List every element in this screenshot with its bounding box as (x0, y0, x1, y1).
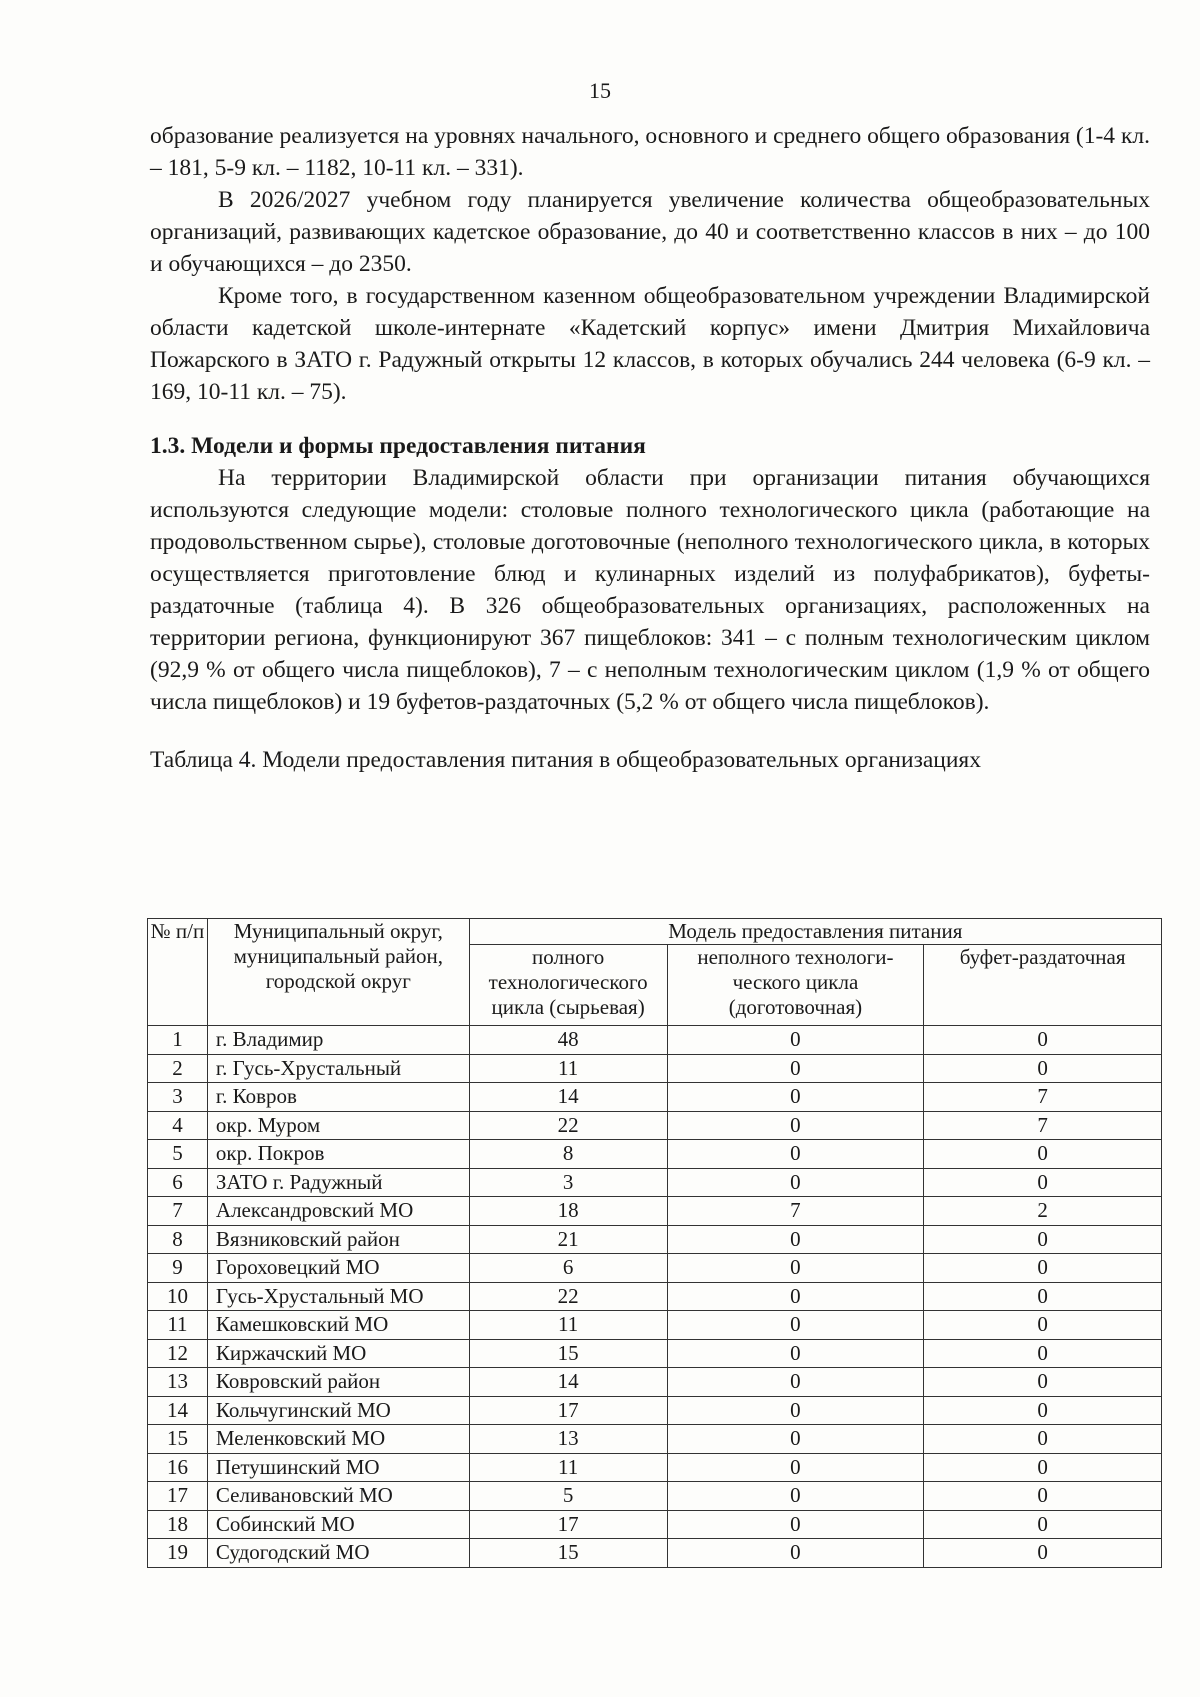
buffet-value: 0 (924, 1539, 1162, 1568)
district-name: Кольчугинский МО (207, 1396, 469, 1425)
page-number: 15 (589, 78, 611, 103)
district-name: Судогодский МО (207, 1539, 469, 1568)
district-name: Киржачский МО (207, 1339, 469, 1368)
partial-cycle-value: 0 (667, 1311, 924, 1340)
table-row (148, 1339, 1162, 1368)
partial-cycle-value: 0 (667, 1282, 924, 1311)
header-partial-cycle: неполного технологи-ческого цикла (доготовочная) (667, 945, 924, 1026)
table-row (148, 1225, 1162, 1254)
row-number: 13 (148, 1368, 208, 1397)
district-name: окр. Муром (207, 1111, 469, 1140)
district-name: Вязниковский район (207, 1225, 469, 1254)
row-number: 5 (148, 1140, 208, 1169)
table-row (148, 1482, 1162, 1511)
district-name: Собинский МО (207, 1510, 469, 1539)
row-number: 3 (148, 1083, 208, 1112)
section-heading: 1.3. Модели и формы предоставления питания (150, 433, 646, 459)
district-name: Меленковский МО (207, 1425, 469, 1454)
table-row (148, 1539, 1162, 1568)
table-row (148, 1254, 1162, 1283)
table-row (148, 1083, 1162, 1112)
buffet-value: 0 (924, 1396, 1162, 1425)
full-cycle-value: 11 (469, 1054, 667, 1083)
full-cycle-value: 13 (469, 1425, 667, 1454)
full-cycle-value: 17 (469, 1396, 667, 1425)
data-table (147, 918, 1162, 1568)
buffet-value: 0 (924, 1140, 1162, 1169)
table-row (148, 1197, 1162, 1226)
partial-cycle-value: 7 (667, 1197, 924, 1226)
full-cycle-value: 6 (469, 1254, 667, 1283)
row-number: 8 (148, 1225, 208, 1254)
district-name: Селивановский МО (207, 1482, 469, 1511)
partial-cycle-value: 0 (667, 1026, 924, 1055)
district-name: г. Ковров (207, 1083, 469, 1112)
full-cycle-value: 11 (469, 1311, 667, 1340)
full-cycle-value: 22 (469, 1111, 667, 1140)
district-name: Гороховецкий МО (207, 1254, 469, 1283)
full-cycle-value: 48 (469, 1026, 667, 1055)
row-number: 2 (148, 1054, 208, 1083)
body-text (150, 120, 1150, 776)
buffet-value: 0 (924, 1425, 1162, 1454)
full-cycle-value: 15 (469, 1539, 667, 1568)
buffet-value: 0 (924, 1311, 1162, 1340)
row-number: 1 (148, 1026, 208, 1055)
table-row (148, 1453, 1162, 1482)
full-cycle-value: 3 (469, 1168, 667, 1197)
row-number: 19 (148, 1539, 208, 1568)
partial-cycle-value: 0 (667, 1111, 924, 1140)
partial-cycle-value: 0 (667, 1254, 924, 1283)
header-full-cycle: полного технологического цикла (сырьевая) (469, 945, 667, 1026)
row-number: 10 (148, 1282, 208, 1311)
header-buffet: буфет-раздаточная (924, 945, 1162, 1026)
table-row (148, 1282, 1162, 1311)
partial-cycle-value: 0 (667, 1083, 924, 1112)
table-row (148, 1368, 1162, 1397)
buffet-value: 0 (924, 1453, 1162, 1482)
row-number: 11 (148, 1311, 208, 1340)
buffet-value: 0 (924, 1168, 1162, 1197)
paragraph-3: Кроме того, в государственном казенном общеобразовательном учреждении Владимирской области кадетской школе-интернате «Кадетский корпус» имени Дмитрия Михайловича Пожарского в ЗАТО г. Радужный открыты 12 классов, в которых обучались 244 человека (6-9 кл. – 169, 10-11 кл. – 75). (150, 283, 1150, 405)
row-number: 7 (148, 1197, 208, 1226)
buffet-value: 2 (924, 1197, 1162, 1226)
district-name: Ковровский район (207, 1368, 469, 1397)
paragraph-2: В 2026/2027 учебном году планируется увеличение количества общеобразовательных организаций, развивающих кадетское образование, до 40 и соответственно классов в них – до 100 и обучающихся – до 2350. (150, 187, 1150, 277)
row-number: 9 (148, 1254, 208, 1283)
table-row (148, 1168, 1162, 1197)
buffet-value: 0 (924, 1054, 1162, 1083)
buffet-value: 7 (924, 1111, 1162, 1140)
district-name: окр. Покров (207, 1140, 469, 1169)
full-cycle-value: 14 (469, 1368, 667, 1397)
table-row (148, 1311, 1162, 1340)
district-name: Гусь-Хрустальный МО (207, 1282, 469, 1311)
table-row (148, 1396, 1162, 1425)
partial-cycle-value: 0 (667, 1054, 924, 1083)
row-number: 18 (148, 1510, 208, 1539)
header-district: Муниципальный округ, муниципальный район, городской округ (207, 919, 469, 1026)
partial-cycle-value: 0 (667, 1339, 924, 1368)
paragraph-4: На территории Владимирской области при организации питания обучающихся используются следующие модели: столовые полного технологического цикла (работающие на продовольственном сырье), столовые доготовочные (неполного технологического цикла, в которых осуществляется приготовление блюд и кулинарных изделий из полуфабрикатов), буфеты-раздаточные (таблица 4). В 326 общеобразовательных организациях, расположенных на территории региона, функционируют 367 пищеблоков: 341 – с полным технологическим циклом (92,9 % от общего числа пищеблоков), 7 – с неполным технологическим циклом (1,9 % от общего числа пищеблоков) и 19 буфетов-раздаточных (5,2 % от общего числа пищеблоков). (150, 465, 1150, 715)
full-cycle-value: 22 (469, 1282, 667, 1311)
district-name: ЗАТО г. Радужный (207, 1168, 469, 1197)
table-row (148, 1026, 1162, 1055)
row-number: 4 (148, 1111, 208, 1140)
full-cycle-value: 8 (469, 1140, 667, 1169)
nutrition-models-table (147, 918, 1162, 1568)
partial-cycle-value: 0 (667, 1168, 924, 1197)
buffet-value: 0 (924, 1482, 1162, 1511)
district-name: Камешковский МО (207, 1311, 469, 1340)
partial-cycle-value: 0 (667, 1510, 924, 1539)
paragraph-1: образование реализуется на уровнях начального, основного и среднего общего образования (1-4 кл. – 181, 5-9 кл. – 1182, 10-11 кл. – 331). (150, 123, 1150, 181)
full-cycle-value: 11 (469, 1453, 667, 1482)
district-name: Александровский МО (207, 1197, 469, 1226)
row-number: 15 (148, 1425, 208, 1454)
header-num: № п/п (148, 919, 208, 1026)
table-body (148, 1026, 1162, 1568)
partial-cycle-value: 0 (667, 1453, 924, 1482)
row-number: 12 (148, 1339, 208, 1368)
table-row (148, 1140, 1162, 1169)
row-number: 14 (148, 1396, 208, 1425)
buffet-value: 0 (924, 1368, 1162, 1397)
buffet-value: 0 (924, 1254, 1162, 1283)
buffet-value: 0 (924, 1339, 1162, 1368)
partial-cycle-value: 0 (667, 1539, 924, 1568)
table-caption: Таблица 4. Модели предоставления питания в общеобразовательных организациях (150, 747, 981, 773)
row-number: 16 (148, 1453, 208, 1482)
table-row (148, 1425, 1162, 1454)
buffet-value: 0 (924, 1225, 1162, 1254)
header-row-1 (148, 919, 1162, 945)
partial-cycle-value: 0 (667, 1225, 924, 1254)
full-cycle-value: 5 (469, 1482, 667, 1511)
district-name: г. Гусь-Хрустальный (207, 1054, 469, 1083)
partial-cycle-value: 0 (667, 1368, 924, 1397)
buffet-value: 0 (924, 1026, 1162, 1055)
row-number: 6 (148, 1168, 208, 1197)
buffet-value: 0 (924, 1510, 1162, 1539)
buffet-value: 0 (924, 1282, 1162, 1311)
full-cycle-value: 14 (469, 1083, 667, 1112)
table-row (148, 1054, 1162, 1083)
table-row (148, 1111, 1162, 1140)
partial-cycle-value: 0 (667, 1396, 924, 1425)
district-name: Петушинский МО (207, 1453, 469, 1482)
full-cycle-value: 17 (469, 1510, 667, 1539)
row-number: 17 (148, 1482, 208, 1511)
partial-cycle-value: 0 (667, 1425, 924, 1454)
full-cycle-value: 21 (469, 1225, 667, 1254)
district-name: г. Владимир (207, 1026, 469, 1055)
partial-cycle-value: 0 (667, 1140, 924, 1169)
full-cycle-value: 15 (469, 1339, 667, 1368)
table-row (148, 1510, 1162, 1539)
buffet-value: 7 (924, 1083, 1162, 1112)
partial-cycle-value: 0 (667, 1482, 924, 1511)
header-model-group: Модель предоставления питания (469, 919, 1161, 945)
full-cycle-value: 18 (469, 1197, 667, 1226)
